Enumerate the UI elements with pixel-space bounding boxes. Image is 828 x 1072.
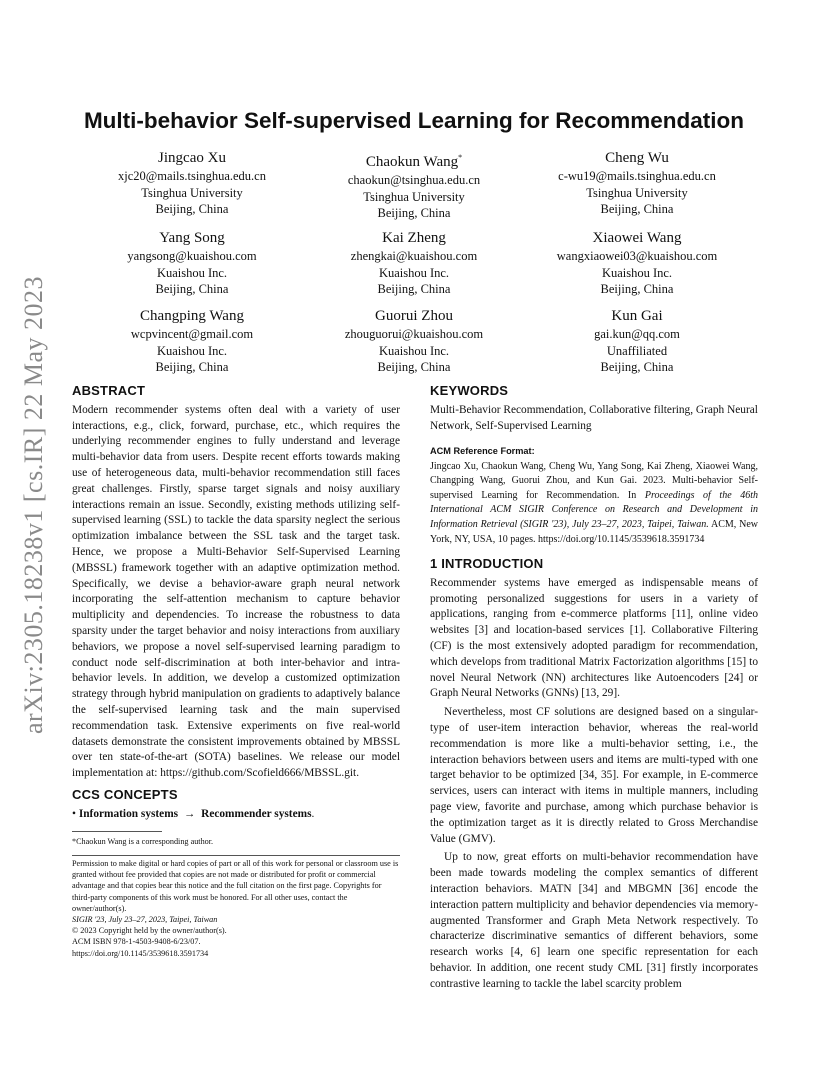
author-block	[314, 228, 514, 298]
author-block	[537, 228, 737, 298]
permission-text: Permission to make digital or hard copies of part or all of this work for personal or classroom use is granted without fee provided that copies are not made or distributed for profit or commercial advantage and that copies bear this notice and the full citation on the first page. Copyrights for third-party components of this work must be honored. For all other uses, contact the owner/author(s).	[72, 859, 399, 913]
author-affiliation: Kuaishou Inc.	[156, 265, 228, 280]
venue-line: SIGIR '23, July 23–27, 2023, Taipei, Taiwan	[72, 915, 218, 925]
intro-paragraph: Nevertheless, most CF solutions are designed based on a singular-type of user-item interaction behavior, whereas the real-world recommendation is more like a multi-behavior setting, i.e., the interaction behaviors between users and items are multi-typed with one target behavior to be optimized [34, 35]. For example, in E-commerce services, users can interact with items in multiple manners, including page view, favorite and purchase, among which purchase behavior is the optimization target as it is directly related to Gross Merchandise Value (GMV).	[430, 706, 758, 845]
author-block	[537, 306, 737, 376]
author-location: Beijing, China	[600, 282, 674, 297]
author-block	[314, 306, 514, 376]
author-name: Guorui Zhou	[375, 308, 453, 324]
footnote: *Chaokun Wang is a corresponding author.	[72, 837, 214, 846]
author-name: Kai Zheng	[382, 230, 446, 246]
author-block	[92, 228, 292, 298]
author-affiliation: Tsinghua University	[363, 189, 465, 204]
author-location: Beijing, China	[377, 206, 451, 221]
ccs-section	[72, 787, 400, 823]
author-name: Yang Song	[159, 230, 225, 246]
arrow-icon: →	[183, 807, 196, 820]
author-affiliation: Tsinghua University	[141, 185, 243, 200]
reference-details: ACM, New York, NY, USA, 10 pages. https://doi.org/10.1145/3539618.3591734	[430, 518, 758, 545]
author-affiliation: Kuaishou Inc.	[378, 343, 450, 358]
ccs-concept: Information systems	[78, 807, 179, 820]
author-name: Chaokun Wang	[365, 154, 459, 170]
corresponding-author-mark: *	[458, 153, 463, 162]
permission-divider	[72, 855, 400, 856]
keywords-section	[430, 383, 758, 434]
reference-authors: Jingcao Xu, Chaokun Wang, Cheng Wu, Yang Song, Kai Zheng, Xiaowei Wang, Changping Wang, Guorui Zhou, and Kun Gai. 2023. Multi-behavior Self-supervised Learning for Recommendation. In	[430, 460, 758, 501]
ccs-concepts	[72, 807, 400, 823]
intro-paragraph: Recommender systems have emerged as indispensable means of promoting personalized suggestions for users in a variety of applications, ranging from e-commerce platforms [11], online video websites [3] and location-based services [1]. Collaborative Filtering (CF) is the most extensively adopted paradigm for recommendation, which develops from traditional Matrix Factorization algorithms [15] to novel Neural Network (NN) architectures like Autoencoders [24] or Graph Neural Networks (GNNs) [13, 29].	[430, 576, 758, 700]
author-name: Kun Gai	[611, 308, 663, 324]
author-location: Beijing, China	[600, 202, 674, 217]
author-location: Beijing, China	[377, 360, 451, 375]
author-block	[537, 148, 737, 218]
abstract-section	[72, 383, 400, 782]
author-email: xjc20@mails.tsinghua.edu.cn	[118, 169, 266, 183]
reference-proceedings: Proceedings of the 46th International ACM SIGIR Conference on Research and Development in Information Retrieval (SIGIR '23), July 23–27, 2023, Taipei, Taiwan.	[430, 489, 759, 530]
isbn-line: ACM ISBN 978-1-4503-9408-6/23/07.	[72, 937, 201, 947]
keywords-heading: KEYWORDS	[430, 383, 509, 398]
abstract-text: Modern recommender systems often deal with a variety of user interactions, e.g., click, forward, purchase, etc., which requires the underlying recommender engines to fully understand and leverage multi-behavior data from users. Despite recent efforts towards making use of heterogeneous data, multi-behavior recommendation still faces great challenges. Firstly, sparse target signals and noisy auxiliary interactions remain an issue. Secondly, existing methods utilizing self-supervised learning (SSL) to tackle the data sparsity neglect the serious optimization imbalance between the SSL task and the target task. Hence, we propose a Multi-Behavior Self-Supervised Learning (MBSSL) framework together with an adaptive optimization method. Specifically, we devise a behavior-aware graph neural network incorporating the self-attention mechanism to capture behavior multiplicity and dependencies. To increase the robustness to data sparsity under the target behavior and noisy interactions from auxiliary behaviors, we propose a novel self-supervised learning paradigm to conduct node self-discrimination at both inter-behavior and intra-behavior levels. In addition, we develop a customized optimization strategy through hybrid manipulation on gradients to adaptively balance the self-supervised learning task and the main supervised recommendation task. Extensive experiments on five real-world datasets demonstrate the consistent improvements obtained by MBSSL over ten state-of-the-art (SOTA) baselines. We release our model implementation at: https://github.com/Scofield666/MBSSL.git.	[72, 403, 400, 780]
paper-title: Multi-behavior Self-supervised Learning for Recommendation	[83, 108, 745, 133]
abstract-heading: ABSTRACT	[72, 383, 146, 398]
introduction-heading: 1 INTRODUCTION	[430, 556, 544, 571]
author-email: yangsong@kuaishou.com	[127, 249, 257, 263]
copyright-line: © 2023 Copyright held by the owner/author(s).	[72, 926, 227, 936]
author-location: Beijing, China	[155, 202, 229, 217]
reference-format-heading: ACM Reference Format:	[430, 446, 535, 456]
author-email: wcpvincent@gmail.com	[130, 327, 254, 341]
author-block	[92, 148, 292, 218]
author-email: zhouguorui@kuaishou.com	[344, 327, 484, 341]
author-affiliation: Unaffiliated	[606, 343, 668, 358]
author-affiliation: Kuaishou Inc.	[156, 343, 228, 358]
reference-format-text	[430, 460, 758, 548]
author-location: Beijing, China	[377, 282, 451, 297]
ccs-period: .	[311, 807, 315, 820]
footnote-divider	[72, 831, 162, 832]
author-affiliation: Kuaishou Inc.	[378, 265, 450, 280]
author-affiliation: Tsinghua University	[586, 185, 688, 200]
author-name: Changping Wang	[140, 308, 244, 324]
bullet-icon: •	[72, 807, 76, 820]
author-name: Xiaowei Wang	[592, 230, 682, 246]
author-affiliation: Kuaishou Inc.	[601, 265, 673, 280]
author-block	[92, 306, 292, 376]
author-email: c-wu19@mails.tsinghua.edu.cn	[558, 169, 716, 183]
author-location: Beijing, China	[155, 360, 229, 375]
introduction-section	[430, 556, 758, 993]
ccs-subconcept: Recommender systems	[201, 807, 312, 820]
arxiv-identifier-text: arXiv:2305.18238v1 [cs.IR] 22 May 2023	[19, 275, 48, 735]
author-name: Cheng Wu	[605, 150, 669, 166]
permission-block	[72, 858, 400, 959]
ccs-heading: CCS CONCEPTS	[72, 787, 178, 802]
keywords-text: Multi-Behavior Recommendation, Collaborative filtering, Graph Neural Network, Self-Supervised Learning	[430, 403, 758, 432]
author-email: chaokun@tsinghua.edu.cn	[347, 173, 481, 187]
author-email: zhengkai@kuaishou.com	[350, 249, 478, 263]
author-email: gai.kun@qq.com	[594, 327, 680, 341]
author-block	[314, 148, 514, 222]
author-name: Jingcao Xu	[158, 150, 226, 166]
reference-format-section	[430, 444, 758, 547]
author-location: Beijing, China	[600, 360, 674, 375]
arxiv-side-identifier	[14, 275, 54, 735]
doi-line: https://doi.org/10.1145/3539618.3591734	[72, 948, 209, 958]
author-location: Beijing, China	[155, 282, 229, 297]
author-email: wangxiaowei03@kuaishou.com	[556, 249, 718, 263]
intro-paragraph: Up to now, great efforts on multi-behavior recommendation have been made towards modeling the complex semantics of different interaction behaviors. MATN [34] and MBGMN [36] encode the interaction pattern multiplicity and behavior dependencies via memory-augmented Transformer and Graph Meta Network respectively. To characterize discriminative semantics of different behaviors, some research works [4, 6] learn one specific representation for each behavior. In addition, one recent study CML [31] firstly incorporates contrastive learning to tackle the label scarcity problem	[430, 851, 758, 990]
